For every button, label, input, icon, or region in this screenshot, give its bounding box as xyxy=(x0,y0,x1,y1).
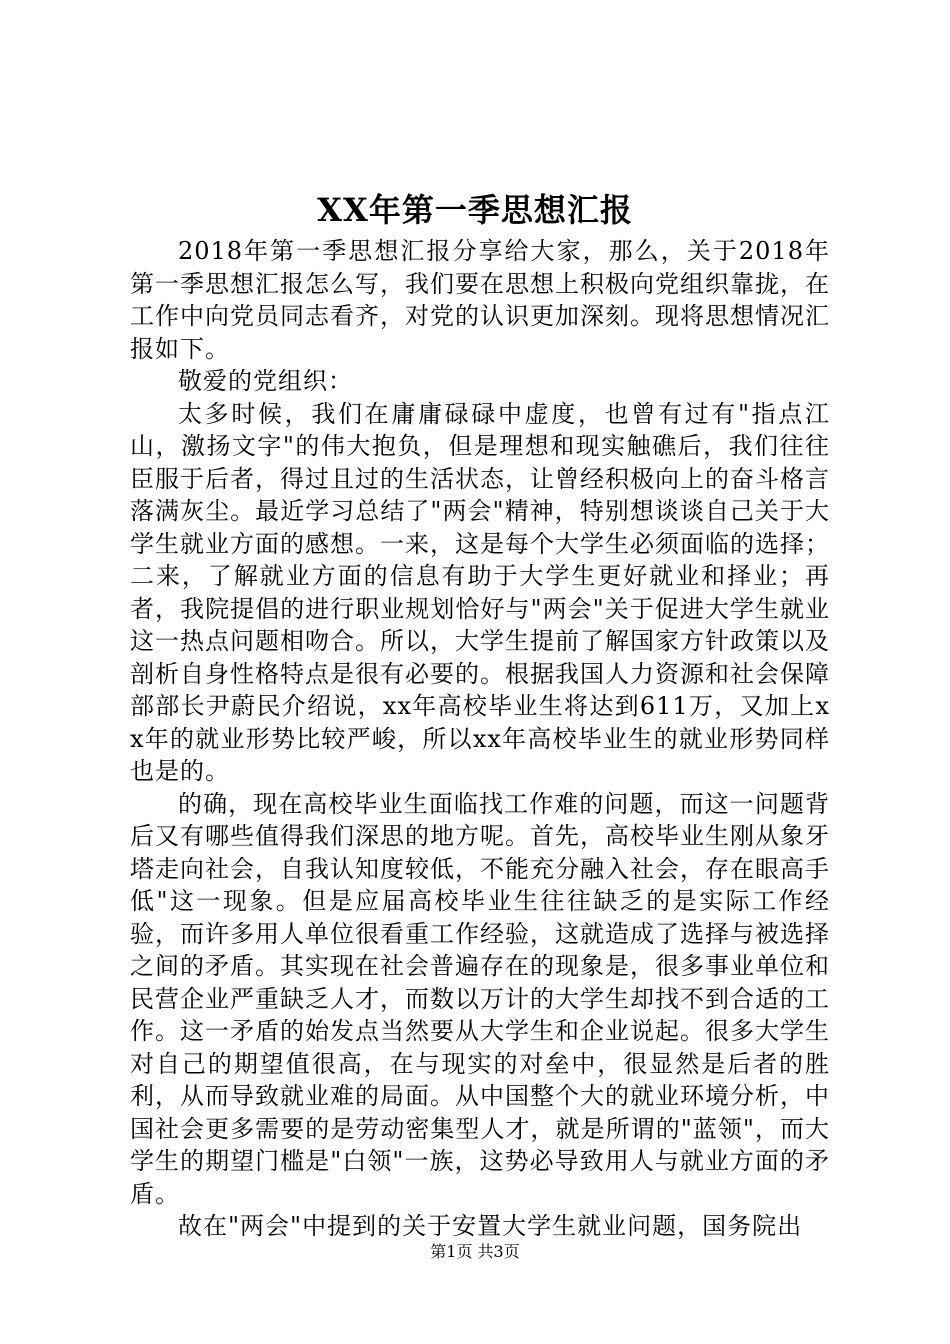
document-title: XX年第一季思想汇报 xyxy=(317,191,633,229)
document-body xyxy=(130,235,830,1243)
intro-paragraph: 2018年第一季思想汇报分享给大家，那么，关于2018年第一季思想汇报怎么写，我们要在思想上积极向党组织靠拢，在工作中向党员同志看齐，对党的认识更加深刻。现将思想情况汇报如下。 xyxy=(130,237,830,363)
body-paragraph: 故在"两会"中提到的关于安置大学生就业问题，国务院出 xyxy=(178,1212,803,1240)
body-paragraph: 的确，现在高校毕业生面临找工作难的问题，而这一问题背后又有哪些值得我们深思的地方呢。首先，高校毕业生刚从象牙塔走向社会，自我认知度较低，不能充分融入社会，存在眼高手低"这一现象。但是应届高校毕业生往往缺乏的是实际工作经验，而许多用人单位很看重工作经验，这就造成了选择与被选择之间的矛盾。其实现在社会普遍存在的现象是，很多事业单位和民营企业严重缺乏人才，而数以万计的大学生却找不到合适的工作。这一矛盾的始发点当然要从大学生和企业说起。很多大学生对自己的期望值很高，在与现实的对垒中，很显然是后者的胜利，从而导致就业难的局面。从中国整个大的就业环境分析，中国社会更多需要的是劳动密集型人才，就是所谓的"蓝领"，而大学生的期望门槛是"白领"一族，这势必导致用人与就业方面的矛盾。 xyxy=(130,789,830,1208)
body-paragraph: 太多时候，我们在庸庸碌碌中虚度，也曾有过有"指点江山，激扬文字"的伟大抱负，但是理想和现实触礁后，我们往往臣服于后者，得过且过的生活状态，让曾经积极向上的奋斗格言落满灰尘。最近学习总结了"两会"精神，特别想谈谈自己关于大学生就业方面的感想。一来，这是每个大学生必须面临的选择；二来，了解就业方面的信息有助于大学生更好就业和择业；再者，我院提倡的进行职业规划恰好与"两会"关于促进大学生就业这一热点问题相吻合。所以，大学生提前了解国家方针政策以及剖析自身性格特点是很有必要的。根据我国人力资源和社会保障部部长尹蔚民介绍说，xx年高校毕业生将达到611万，又加上xx年的就业形势比较严峻，所以xx年高校毕业生的就业形势同样也是的。 xyxy=(130,399,830,785)
salutation: 敬爱的党组织： xyxy=(178,367,353,395)
page-number-footer: 第1页 共3页 xyxy=(430,1242,520,1261)
